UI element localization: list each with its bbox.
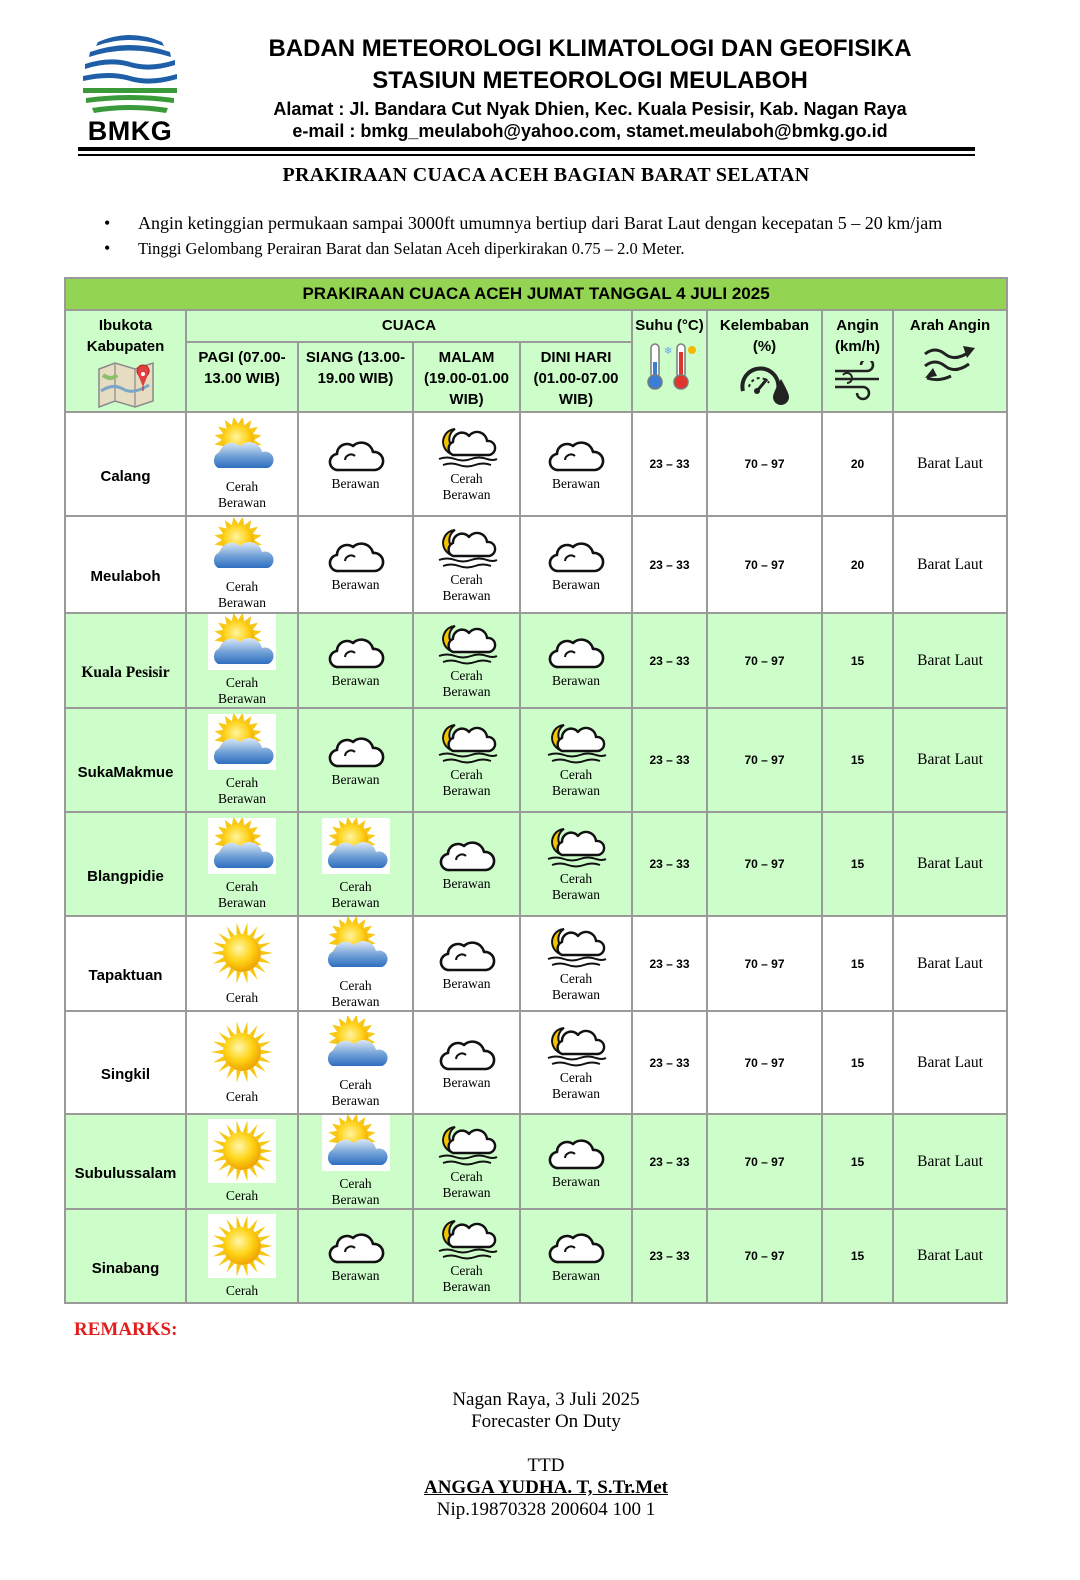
weather-label: Cerah Berawan [442,767,491,798]
temp-cell: 23 – 33 [632,1114,707,1209]
weather-dini-cell [520,708,632,812]
table-row [65,708,1007,812]
cloudy-icon [327,633,385,673]
cloudy-icon [327,732,385,772]
weather-label: Cerah Berawan [218,675,266,706]
wind-dir-cell: Barat Laut [893,1011,1007,1114]
svg-text:❄: ❄ [663,346,672,357]
table-row [65,516,1007,613]
sunny-cloudy-icon [208,714,276,770]
weather-siang-cell [298,613,413,708]
table-row [65,613,1007,708]
weather-siang-cell [298,708,413,812]
weather-dini-cell [520,1011,632,1114]
weather-label: Cerah Berawan [552,1069,600,1101]
weather-label: Berawan [331,772,380,787]
header-rule-thin [78,154,975,156]
weather-label: Berawan [552,1173,600,1189]
wind-speed-cell: 15 [822,916,893,1011]
weather-siang-cell [298,1114,413,1209]
wind-speed-cell: 20 [822,516,893,613]
station-name: STASIUN METEOROLOGI MEULABOH [372,67,808,94]
city-cell: Tapaktuan [65,916,186,1011]
weather-label: Berawan [442,876,491,891]
sunny-icon [208,1020,276,1084]
station-address: Alamat : Jl. Bandara Cut Nyak Dhien, Kec. Kuala Pesisir, Kab. Nagan Raya [273,99,907,119]
wind-speed-cell: 15 [822,1209,893,1303]
wind-dir-cell: Barat Laut [893,516,1007,613]
weather-malam-cell [413,1114,520,1209]
weather-label: Cerah Berawan [552,767,600,798]
weather-label: Cerah Berawan [552,871,600,902]
weather-dini-cell [520,812,632,916]
weather-malam-cell [413,412,520,516]
sunny-cloudy-icon [322,1115,390,1171]
wind-dir-cell: Barat Laut [893,708,1007,812]
weather-label: Berawan [552,1268,600,1283]
city-cell: Meulaboh [65,516,186,613]
forecaster-nip: Nip.19870328 200604 100 1 [436,1499,656,1520]
signature-ttd: TTD [527,1455,565,1476]
weather-label: Cerah [225,1089,259,1104]
wind-speed-cell: 20 [822,412,893,516]
header-pagi: PAGI (07.00-13.00 WIB) [186,342,298,412]
night-cloudy-icon [433,622,501,668]
header-city [65,310,186,412]
forecaster-name: ANGGA YUDHA. T, S.Tr.Met [423,1477,668,1498]
temp-cell: 23 – 33 [632,1011,707,1114]
weather-label: Cerah Berawan [442,571,491,603]
forecast-table [64,277,1008,1304]
forecaster-role: Forecaster On Duty [471,1411,621,1432]
weather-pagi-cell [186,708,298,812]
weather-dini-cell [520,613,632,708]
city-cell: Calang [65,412,186,516]
cloudy-icon [438,836,496,876]
cloudy-icon [547,436,605,476]
city-cell: Kuala Pesisir [65,613,186,708]
weather-label: Cerah Berawan [442,471,491,502]
header-wind [822,310,893,412]
weather-malam-cell [413,812,520,916]
weather-malam-cell [413,1011,520,1114]
weather-siang-cell [298,1209,413,1303]
weather-dini-cell [520,412,632,516]
night-cloudy-icon [433,1123,501,1169]
wind-speed-cell: 15 [822,708,893,812]
weather-label: Berawan [331,1268,380,1283]
header-humidity [707,310,822,412]
weather-dini-cell [520,516,632,613]
sunny-cloudy-icon [208,818,276,874]
weather-label: Cerah Berawan [442,1263,491,1294]
weather-label: Berawan [442,975,491,991]
night-cloudy-icon [542,1024,610,1070]
sunny-icon [208,1214,276,1278]
city-cell: Subulussalam [65,1114,186,1209]
night-cloudy-icon [433,1217,501,1263]
header-dir [893,310,1007,412]
humidity-cell: 70 – 97 [707,412,822,516]
humidity-cell: 70 – 97 [707,916,822,1011]
header-wind-label: Angin (km/h) [835,317,880,355]
sunny-cloudy-icon [208,614,276,670]
night-cloudy-icon [433,526,501,572]
table-title: PRAKIRAAN CUACA ACEH JUMAT TANGGAL 4 JULI 2025 [65,278,1007,310]
weather-pagi-cell [186,916,298,1011]
sunny-cloudy-icon [322,818,390,874]
sunny-cloudy-icon [208,518,276,574]
night-cloudy-icon [542,721,610,767]
weather-malam-cell [413,916,520,1011]
wind-dir-cell: Barat Laut [893,1209,1007,1303]
sunny-cloudy-icon [322,1016,390,1072]
cloudy-icon [327,537,385,577]
table-row [65,1114,1007,1209]
temp-cell: 23 – 33 [632,412,707,516]
bullet-list [104,211,1064,261]
cloudy-icon [438,1035,496,1075]
weather-label: Cerah Berawan [218,774,266,806]
header-rule-thick [78,147,975,151]
station-email: e-mail : bmkg_meulaboh@yahoo.com, stamet.meulaboh@bmkg.go.id [292,121,888,141]
night-cloudy-icon [433,425,501,471]
bullet-wind: • Angin ketinggian permukaan sampai 3000ft umumnya bertiup dari Barat Laut dengan kecepatan 5 – 20 km/jam [104,211,1064,236]
weather-label: Berawan [552,576,600,592]
weather-label: Cerah [225,990,259,1005]
weather-label: Cerah Berawan [331,978,380,1009]
bullet-waves: • Tinggi Gelombang Perairan Barat dan Selatan Aceh diperkirakan 0.75 – 2.0 Meter. [104,236,1064,261]
wind-icon [833,361,883,401]
weather-label: Cerah Berawan [331,1077,380,1108]
thermometer-icon [642,340,698,392]
night-cloudy-icon [433,721,501,767]
table-row [65,916,1007,1011]
agency-name: BADAN METEOROLOGI KLIMATOLOGI DAN GEOFISIKA [268,35,912,62]
table-row [65,412,1007,516]
cloudy-icon [547,633,605,673]
table-row [65,812,1007,916]
wind-speed-cell: 15 [822,613,893,708]
header-city-label: Ibukota Kabupaten [86,317,165,355]
weather-dini-cell [520,916,632,1011]
weather-siang-cell [298,516,413,613]
weather-pagi-cell [186,613,298,708]
humidity-cell: 70 – 97 [707,708,822,812]
weather-label: Cerah Berawan [218,478,266,510]
temp-cell: 23 – 33 [632,916,707,1011]
temp-cell: 23 – 33 [632,1209,707,1303]
table-row [65,1209,1007,1303]
wind-speed-cell: 15 [822,1011,893,1114]
header-siang: SIANG (13.00-19.00 WIB) [298,342,413,412]
weather-dini-cell [520,1209,632,1303]
cloudy-icon [327,1228,385,1268]
weather-malam-cell [413,1209,520,1303]
wind-speed-cell: 15 [822,1114,893,1209]
humidity-cell: 70 – 97 [707,1209,822,1303]
weather-label: Cerah Berawan [331,1176,380,1207]
weather-label: Cerah [225,1282,259,1298]
weather-siang-cell [298,812,413,916]
document-title: PRAKIRAAN CUACA ACEH BAGIAN BARAT SELATAN [282,164,810,186]
weather-label: Berawan [552,672,600,688]
weather-malam-cell [413,613,520,708]
city-cell: Singkil [65,1011,186,1114]
weather-label: Berawan [442,1074,491,1090]
humidity-cell: 70 – 97 [707,613,822,708]
city-cell: Sinabang [65,1209,186,1303]
night-cloudy-icon [542,925,610,971]
wind-speed-cell: 15 [822,812,893,916]
weather-dini-cell [520,1114,632,1209]
humidity-cell: 70 – 97 [707,516,822,613]
humidity-cell: 70 – 97 [707,1011,822,1114]
cloudy-icon [547,1228,605,1268]
logo-text: BMKG [87,116,173,146]
humidity-cell: 70 – 97 [707,812,822,916]
wind-dir-cell: Barat Laut [893,613,1007,708]
weather-label: Cerah Berawan [218,878,266,910]
header-temp-label: Suhu (°C) [635,317,704,334]
weather-pagi-cell [186,812,298,916]
weather-label: Cerah [225,1188,259,1203]
weather-label: Cerah Berawan [552,970,600,1002]
wind-direction-icon [921,340,979,384]
wind-dir-cell: Barat Laut [893,916,1007,1011]
wind-dir-cell: Barat Laut [893,1114,1007,1209]
header-malam: MALAM (19.00-01.00 WIB) [413,342,520,412]
city-cell: Blangpidie [65,812,186,916]
cloudy-icon [547,537,605,577]
weather-pagi-cell [186,1114,298,1209]
weather-malam-cell [413,708,520,812]
weather-label: Berawan [552,476,600,491]
header-weather: CUACA [186,310,632,342]
night-cloudy-icon [542,825,610,871]
weather-pagi-cell [186,1011,298,1114]
place-date: Nagan Raya, 3 Juli 2025 [452,1389,640,1410]
sunny-icon [208,1119,276,1183]
weather-label: Berawan [331,576,380,592]
weather-pagi-cell [186,412,298,516]
temp-cell: 23 – 33 [632,708,707,812]
weather-pagi-cell [186,1209,298,1303]
header-dir-label: Arah Angin [909,317,991,334]
sunny-cloudy-icon [208,418,276,474]
temp-cell: 23 – 33 [632,613,707,708]
temp-cell: 23 – 33 [632,812,707,916]
cloudy-icon [438,936,496,976]
sunny-cloudy-icon [322,917,390,973]
city-cell: SukaMakmue [65,708,186,812]
weather-pagi-cell [186,516,298,613]
table-row [65,1011,1007,1114]
weather-malam-cell [413,516,520,613]
weather-label: Cerah Berawan [442,1168,491,1200]
weather-label: Berawan [331,672,380,688]
header-dini: DINI HARI (01.00-07.00 WIB) [520,342,632,412]
sunny-icon [208,921,276,985]
weather-siang-cell [298,916,413,1011]
wind-dir-cell: Barat Laut [893,412,1007,516]
wind-dir-cell: Barat Laut [893,812,1007,916]
map-icon [97,361,155,409]
header-humidity-label: Kelembaban (%) [719,317,810,355]
weather-label: Berawan [331,476,380,491]
weather-siang-cell [298,1011,413,1114]
remarks-label: REMARKS: [74,1319,178,1340]
weather-label: Cerah Berawan [331,878,380,910]
weather-siang-cell [298,412,413,516]
weather-label: Cerah Berawan [442,667,491,699]
header-temp [632,310,707,412]
temp-cell: 23 – 33 [632,516,707,613]
cloudy-icon [327,436,385,476]
humidity-gauge-icon [737,361,793,409]
humidity-cell: 70 – 97 [707,1114,822,1209]
cloudy-icon [547,1134,605,1174]
weather-label: Cerah Berawan [218,579,266,610]
